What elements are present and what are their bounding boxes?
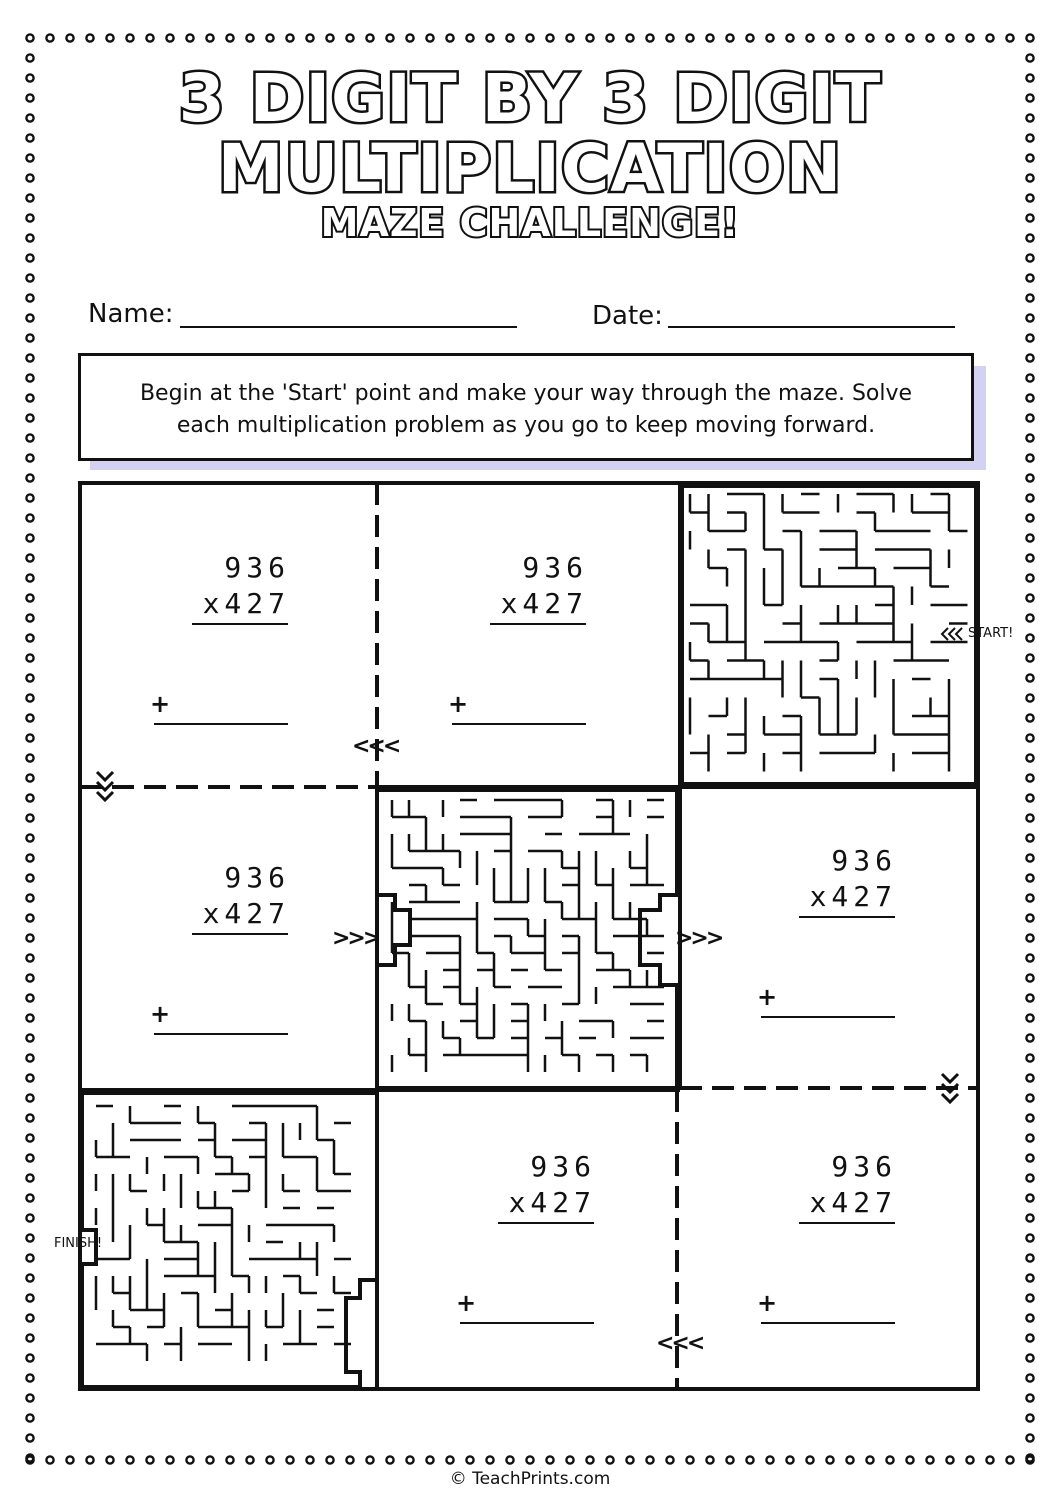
- problem-6-answer-line[interactable]: [761, 1322, 895, 1324]
- problem-4-plus: +: [757, 983, 778, 1011]
- arrow-left-1: <<<: [352, 734, 399, 759]
- maze-top-right: [690, 494, 968, 772]
- problem-4-top: 936: [831, 844, 897, 877]
- problem-2-plus: +: [448, 690, 469, 718]
- problem-3-bottom: x427: [202, 897, 290, 930]
- date-label: Date:: [592, 301, 663, 331]
- problem-6-rule: [799, 1222, 895, 1224]
- problem-4-bottom: x427: [809, 880, 897, 913]
- problem-4-rule: [799, 916, 895, 918]
- name-label: Name:: [88, 299, 174, 329]
- problem-2-rule: [490, 623, 586, 625]
- problem-1-plus: +: [150, 690, 171, 718]
- problem-5-top: 936: [530, 1150, 596, 1183]
- problem-5-bottom: x427: [508, 1186, 596, 1219]
- title-line-1: 3 DIGIT BY 3 DIGIT: [178, 60, 882, 137]
- problem-2-top: 936: [522, 551, 588, 584]
- problem-1-rule: [192, 623, 288, 625]
- start-label: START!: [968, 626, 1014, 641]
- problem-3-top: 936: [224, 861, 290, 894]
- start-arrow-icon: [940, 626, 966, 642]
- problem-6-bottom: x427: [809, 1186, 897, 1219]
- arrow-down-1: [93, 768, 119, 808]
- maze-bottom-left: [96, 1106, 351, 1361]
- problem-6-plus: +: [757, 1289, 778, 1317]
- finish-label: FINISH!: [54, 1236, 103, 1251]
- problem-5-answer-line[interactable]: [460, 1322, 594, 1324]
- problem-4-answer-line[interactable]: [761, 1016, 895, 1018]
- instructions-line-1: Begin at the 'Start' point and make your way through the maze. Solve: [139, 381, 913, 406]
- problem-6-top: 936: [831, 1150, 897, 1183]
- arrow-down-2: [938, 1070, 964, 1110]
- problem-5-rule: [498, 1222, 594, 1224]
- problem-3-answer-line[interactable]: [154, 1033, 288, 1035]
- problem-1-answer-line[interactable]: [154, 723, 288, 725]
- arrow-right-2: >>>: [675, 926, 722, 951]
- problem-2-bottom: x427: [500, 587, 588, 620]
- arrow-left-2: <<<: [656, 1331, 703, 1356]
- title-subtitle: MAZE CHALLENGE!: [320, 201, 740, 245]
- footer-copyright: © TeachPrints.com: [449, 1469, 611, 1489]
- problem-3-plus: +: [150, 1000, 171, 1028]
- problem-3-rule: [192, 933, 288, 935]
- arrow-right-1: >>>: [332, 926, 379, 951]
- problem-1-bottom: x427: [202, 587, 290, 620]
- instructions-line-2: each multiplication problem as you go to keep moving forward.: [176, 413, 876, 438]
- problem-2-answer-line[interactable]: [452, 723, 586, 725]
- problem-5-plus: +: [456, 1289, 477, 1317]
- title-line-2: MULTIPLICATION: [217, 130, 843, 207]
- problem-1-top: 936: [224, 551, 290, 584]
- maze-center: [392, 800, 664, 1072]
